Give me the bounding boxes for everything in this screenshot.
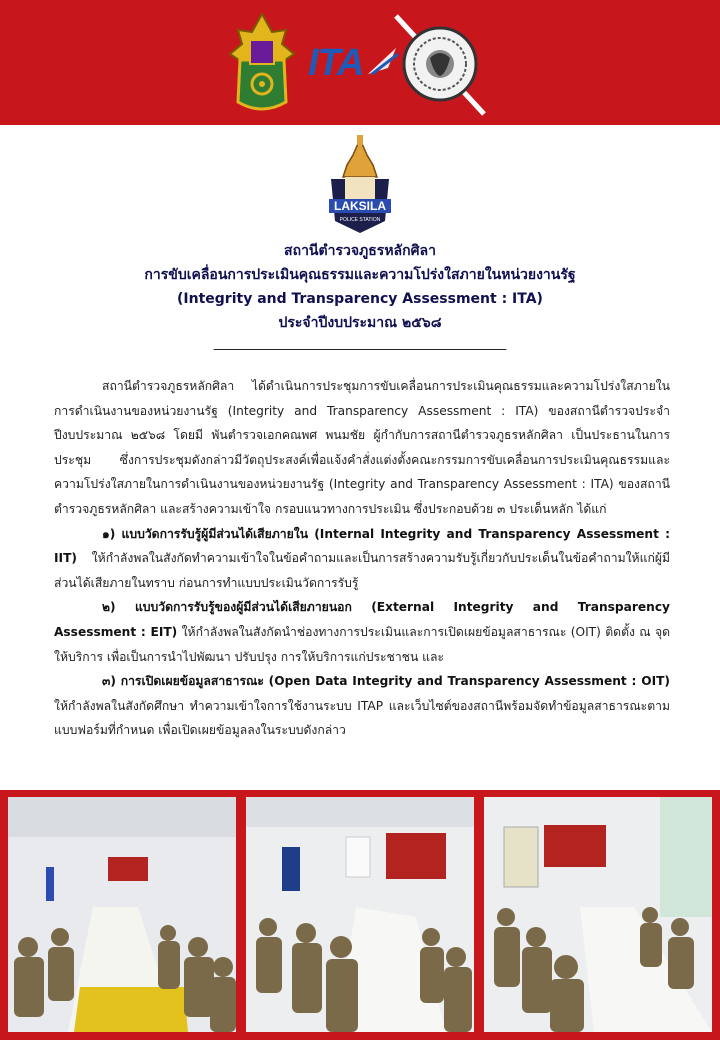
document-header: [0, 135, 720, 353]
station-logo-subtext: POLICE STATION: [339, 217, 381, 223]
header-line-1: สถานีตำรวจภูธรหลักศิลา: [284, 243, 436, 259]
item-1: [54, 522, 670, 596]
item-3-text: ให้กำลังพลในสังกัดศึกษา ทำความเข้าใจการใช้งานระบบ ITAP และเว็บไซต์ของสถานีพร้อมจัดทำข้อมูลสาธารณะตามแบบฟอร์มที่กำหนด เพื่อเปิดเผยข้อมูลลงในระบบดังกล่าว: [54, 698, 670, 738]
item-3: [54, 669, 670, 743]
intro-paragraph: สถานีตำรวจภูธรหลักศิลา ได้ดำเนินการประชุมการขับเคลื่อนการประเมินคุณธรรมและความโปร่งใสภายในการดำเนินงานของหน่วยงานรัฐ (Integrity and Transparency Assessment : ITA) ของสถานีตำรวจประจำปีงบประมาณ ๒๕๖๘ โดยมี พันตำรวจเอกคณพศ พนมชัย ผู้กำกับการสถานีตำรวจภูธรหลักศิลา เป็นประธานในการประชุม ซึ่งการประชุมดังกล่าวมีวัตถุประสงค์เพื่อแจ้งคำสั่งแต่งตั้งคณะกรรมการขับเคลื่อนการประเมินคุณธรรมและความโปร่งใสภายในการดำเนินงานของหน่วยงานรัฐ (Integrity and Transparency Assessment : ITA) ของสถานีตำรวจภูธรหลักศิลา และสร้างความเข้าใจ กรอบแนวทางการประเมิน ซึ่งประกอบด้วย ๓ ประเด็นหลัก ได้แก่: [54, 379, 670, 516]
pagoda-badge-icon: [323, 135, 397, 235]
header-line-3: (Integrity and Transparency Assessment : ITA): [177, 291, 543, 307]
top-banner: [0, 0, 720, 125]
meeting-photo-2: [246, 797, 474, 1032]
meeting-room-image-icon: [246, 797, 474, 1032]
ita-logo: [308, 42, 400, 84]
item-3-heading: ๓) การเปิดเผยข้อมูลสาธารณะ (Open Data Integrity and Transparency Assessment : OIT): [102, 674, 670, 689]
photo-strip: [0, 790, 720, 1040]
item-2: [54, 595, 670, 669]
item-2-text: ให้กำลังพลในสังกัดนำช่องทางการประเมินและการเปิดเผยข้อมูลสาธารณะ (OIT) ติดตั้ง ณ จุดให้บริการ เพื่อเป็นการนำไปพัฒนา ปรับปรุง การให้บริการแก่ประชาชน และ: [54, 624, 670, 664]
item-1-heading: ๑) แบบวัดการรับรู้ผู้มีส่วนได้เสียภายใน (Internal Integrity and Transparency Assessment : IIT): [54, 526, 670, 566]
header-line-4: ประจำปีงบประมาณ ๒๕๖๘: [278, 315, 442, 331]
item-1-text: ให้กำลังพลในสังกัดทำความเข้าใจในข้อคำถามและเป็นการสร้างความรับรู้เกี่ยวกับประเด็นในข้อคำถามให้แก่ผู้มีส่วนได้เสียภายในทราบ ก่อนการทำแบบประเมินวัดการรับรู้: [54, 551, 670, 590]
meeting-room-image-icon: [8, 797, 236, 1032]
seal-emblem-icon: [390, 10, 490, 118]
meeting-photo-1: [8, 797, 236, 1032]
meeting-photo-3: [484, 797, 712, 1032]
meeting-room-image-icon: [484, 797, 712, 1032]
station-logo-text: LAKSILA: [334, 199, 386, 213]
header-line-2: การขับเคลื่อนการประเมินคุณธรรมและความโปร่งใสภายในหน่วยงานรัฐ: [144, 267, 576, 283]
header-divider: _____________________________________________: [213, 336, 507, 351]
item-2-heading: ๒) แบบวัดการรับรู้ของผู้มีส่วนได้เสียภายนอก (External Integrity and Transparency Assessment : EIT): [54, 600, 670, 639]
police-emblem-icon: [226, 10, 298, 118]
ita-logo-text: ITA: [308, 42, 364, 84]
body-text: [54, 374, 670, 743]
